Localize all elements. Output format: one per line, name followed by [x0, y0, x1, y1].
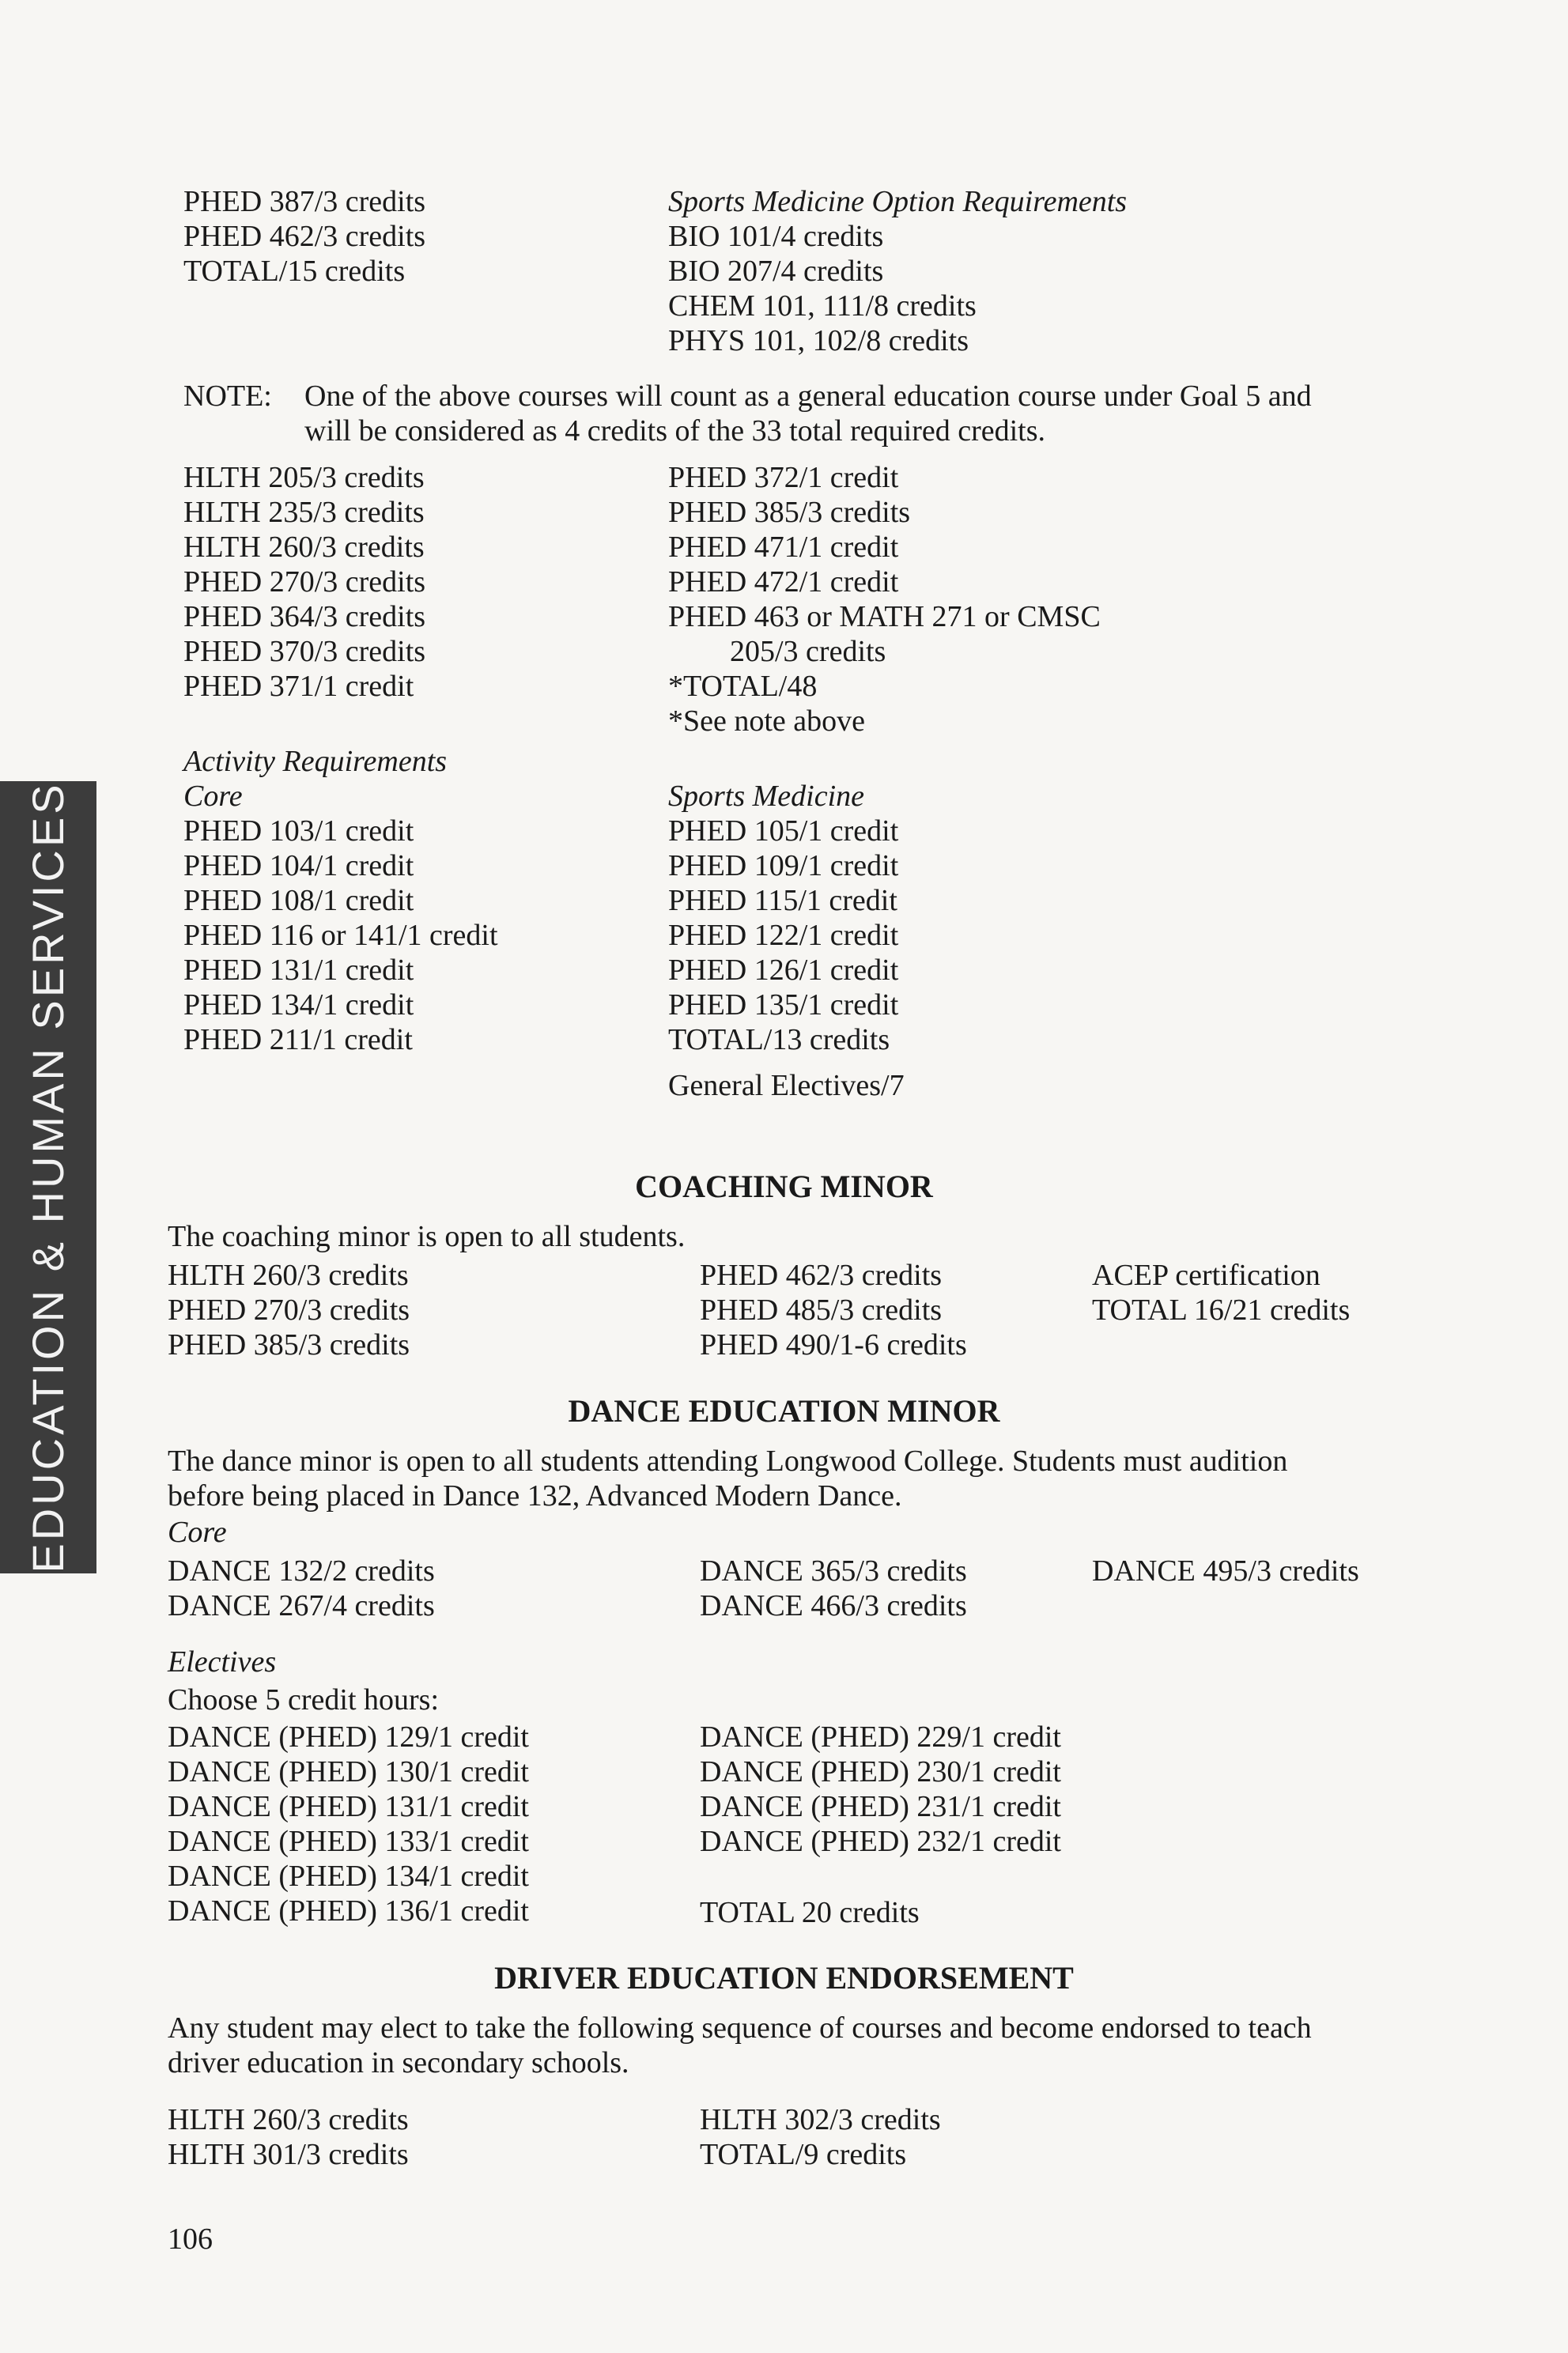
course-line: PHED 385/3 credits: [668, 496, 911, 529]
course-line: HLTH 235/3 credits: [183, 496, 425, 529]
course-line: DANCE (PHED) 231/1 credit: [700, 1790, 1061, 1823]
driver-education-intro-line-1: Any student may elect to take the following sequence of courses and become endorsed to teach: [168, 2011, 1312, 2045]
driver-education-heading: DRIVER EDUCATION ENDORSEMENT: [494, 1960, 1074, 1996]
course-line: DANCE 132/2 credits: [168, 1554, 435, 1588]
course-line: PHED 108/1 credit: [183, 884, 414, 917]
course-line: DANCE 365/3 credits: [700, 1554, 967, 1588]
dance-electives-label: Electives: [168, 1645, 277, 1679]
course-line: PHED 463 or MATH 271 or CMSC: [668, 600, 1101, 633]
required-courses-right: [668, 460, 1101, 738]
course-line: CHEM 101, 111/8 credits: [668, 289, 977, 323]
dance-core-col-3: [1092, 1554, 1359, 1588]
driver-col-1: [168, 2102, 409, 2172]
course-line: PHED 462/3 credits: [700, 1259, 943, 1292]
coaching-minor-heading: COACHING MINOR: [635, 1169, 933, 1204]
course-line: DANCE (PHED) 229/1 credit: [700, 1720, 1061, 1754]
course-line: PHED 134/1 credit: [183, 988, 414, 1022]
dance-minor-intro-line-1: The dance minor is open to all students attending Longwood College. Students must audition: [168, 1445, 1288, 1478]
course-line: PHED 485/3 credits: [700, 1294, 943, 1327]
activity-sports-medicine-label: Sports Medicine: [668, 780, 865, 813]
dance-minor-intro-line-2: before being placed in Dance 132, Advanced Modern Dance.: [168, 1479, 902, 1513]
coaching-col-3: [1092, 1258, 1350, 1328]
dance-total-line: TOTAL 20 credits: [700, 1896, 920, 1929]
course-line: PHED 135/1 credit: [668, 988, 899, 1022]
coaching-minor-intro: The coaching minor is open to all students.: [168, 1220, 686, 1253]
activity-core-list: [183, 744, 498, 1057]
course-line: DANCE (PHED) 136/1 credit: [168, 1894, 529, 1928]
course-line: PHED 211/1 credit: [183, 1023, 413, 1056]
course-line: DANCE 466/3 credits: [700, 1589, 967, 1622]
activity-sports-medicine-list: [668, 779, 898, 1057]
course-line: PHED 372/1 credit: [668, 461, 899, 494]
coaching-col-2: [700, 1258, 967, 1362]
course-line: PHED 131/1 credit: [183, 954, 414, 987]
footnote-line: *See note above: [668, 704, 866, 738]
total-line: TOTAL/9 credits: [700, 2138, 907, 2171]
note-text-line-2: will be considered as 4 credits of the 33 total required credits.: [304, 414, 1046, 448]
dance-choose-line: Choose 5 credit hours:: [168, 1683, 440, 1717]
course-line: PHED 122/1 credit: [668, 919, 899, 952]
course-line: PHED 387/3 credits: [183, 185, 426, 218]
course-line: PHED 462/3 credits: [183, 220, 426, 253]
course-line: PHED 104/1 credit: [183, 849, 414, 882]
course-line: HLTH 260/3 credits: [183, 531, 425, 564]
course-line: DANCE (PHED) 130/1 credit: [168, 1755, 529, 1788]
course-line: PHED 364/3 credits: [183, 600, 426, 633]
course-line: PHED 490/1-6 credits: [700, 1328, 967, 1362]
total-line: *TOTAL/48: [668, 670, 818, 703]
activity-core-label: Core: [183, 780, 243, 813]
course-line: PHED 385/3 credits: [168, 1328, 410, 1362]
sports-medicine-option-title: Sports Medicine Option Requirements: [668, 185, 1128, 218]
course-line: DANCE (PHED) 129/1 credit: [168, 1720, 529, 1754]
sports-medicine-option-list: [668, 184, 1127, 358]
course-line: HLTH 260/3 credits: [168, 2103, 409, 2136]
course-line: PHED 270/3 credits: [168, 1294, 410, 1327]
note-text-line-1: One of the above courses will count as a general education course under Goal 5 and: [304, 380, 1312, 413]
course-line: DANCE (PHED) 232/1 credit: [700, 1825, 1061, 1858]
general-electives-line: General Electives/7: [668, 1069, 905, 1102]
section-side-tab-label: EDUCATION & HUMAN SERVICES: [23, 781, 73, 1573]
course-line: BIO 101/4 credits: [668, 220, 884, 253]
total-line: TOTAL 16/21 credits: [1092, 1294, 1351, 1327]
course-line: 205/3 credits: [730, 635, 886, 668]
course-line: PHED 471/1 credit: [668, 531, 899, 564]
course-line: ACEP certification: [1092, 1259, 1321, 1292]
course-line: DANCE (PHED) 133/1 credit: [168, 1825, 529, 1858]
course-line: BIO 207/4 credits: [668, 255, 884, 288]
course-line: HLTH 205/3 credits: [183, 461, 425, 494]
course-line: DANCE 495/3 credits: [1092, 1554, 1359, 1588]
course-line: DANCE (PHED) 134/1 credit: [168, 1860, 529, 1893]
course-line: PHED 116 or 141/1 credit: [183, 919, 498, 952]
dance-electives-col-2: [700, 1720, 1061, 1859]
course-line: DANCE (PHED) 131/1 credit: [168, 1790, 529, 1823]
total-line: TOTAL/13 credits: [668, 1023, 890, 1056]
course-line: PHED 105/1 credit: [668, 814, 899, 848]
course-line: DANCE (PHED) 230/1 credit: [700, 1755, 1061, 1788]
course-line: PHED 472/1 credit: [668, 565, 899, 599]
dance-core-col-1: [168, 1554, 435, 1623]
dance-electives-col-1: [168, 1720, 529, 1928]
driver-col-2: [700, 2102, 941, 2172]
note-label: NOTE:: [183, 380, 272, 413]
course-line: PHED 109/1 credit: [668, 849, 899, 882]
dance-core-col-2: [700, 1554, 967, 1623]
course-line: PHED 370/3 credits: [183, 635, 426, 668]
required-courses-left: [183, 460, 425, 704]
course-line: PHED 371/1 credit: [183, 670, 414, 703]
course-line: PHED 270/3 credits: [183, 565, 426, 599]
page-number: 106: [168, 2223, 213, 2256]
course-line: PHYS 101, 102/8 credits: [668, 324, 969, 357]
top-left-course-list: [183, 184, 425, 289]
course-line: HLTH 301/3 credits: [168, 2138, 409, 2171]
activity-requirements-title: Activity Requirements: [183, 745, 448, 778]
dance-minor-heading: DANCE EDUCATION MINOR: [568, 1393, 1000, 1429]
course-line: PHED 103/1 credit: [183, 814, 414, 848]
driver-education-intro-line-2: driver education in secondary schools.: [168, 2046, 629, 2079]
course-line: PHED 115/1 credit: [668, 884, 897, 917]
dance-core-label: Core: [168, 1516, 227, 1549]
course-line: HLTH 260/3 credits: [168, 1259, 409, 1292]
course-line: PHED 126/1 credit: [668, 954, 899, 987]
coaching-col-1: [168, 1258, 410, 1362]
course-line: TOTAL/15 credits: [183, 255, 406, 288]
course-line: HLTH 302/3 credits: [700, 2103, 941, 2136]
course-line: DANCE 267/4 credits: [168, 1589, 435, 1622]
